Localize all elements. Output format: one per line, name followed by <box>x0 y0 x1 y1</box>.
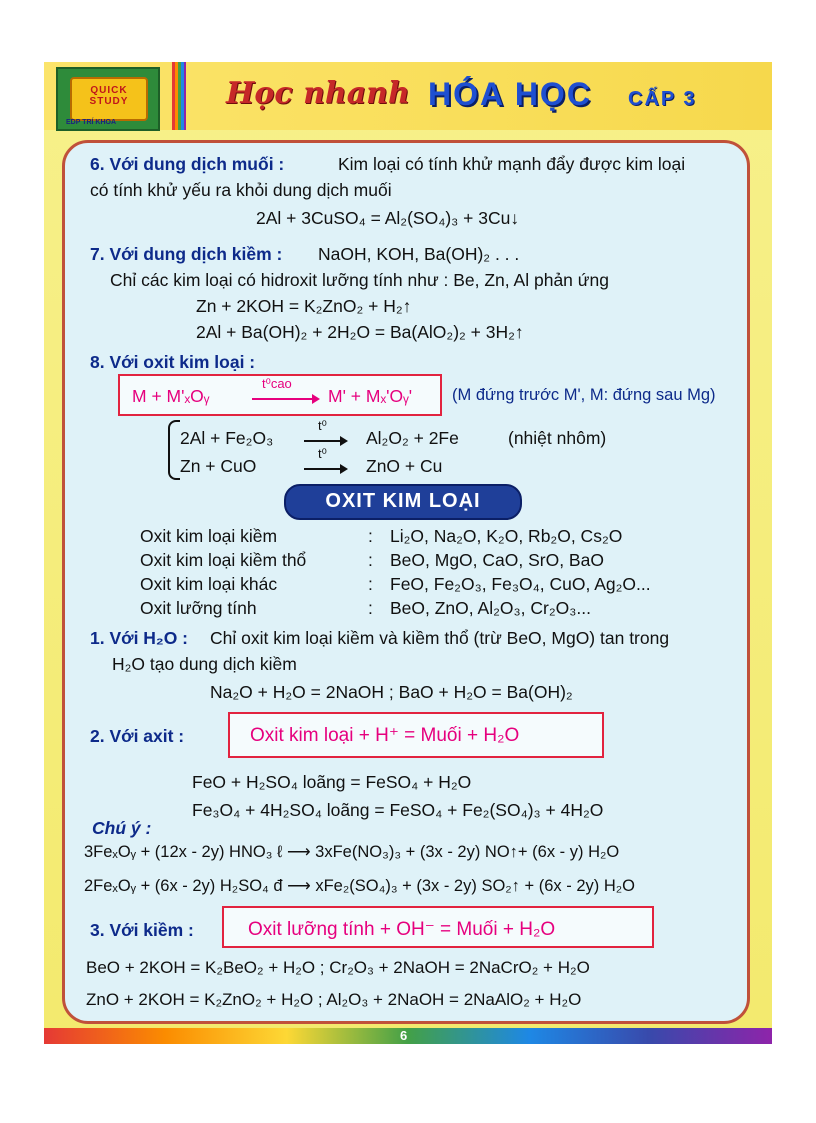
reaction-1-condition: t⁰ <box>318 418 327 433</box>
oxit-row-1-label: Oxit kim loại kiềm <box>140 526 278 546</box>
oxit-2-formula: Oxit kim loại + H⁺ = Muối + H₂O <box>250 725 520 746</box>
section-8-box-condition: t⁰cao <box>262 376 292 391</box>
oxit-row-3-label: Oxit kim loại khác <box>140 574 278 594</box>
oxit-row-4-value: BeO, ZnO, Al₂O₃, Cr₂O₃... <box>390 598 591 618</box>
oxit-row-2-label: Oxit kim loại kiềm thổ <box>140 550 307 570</box>
section-8-note: (M đứng trước M', M: đứng sau Mg) <box>452 386 716 404</box>
oxit-2-equation-2: Fe₃O₄ + 4H₂SO₄ loãng = FeSO₄ + Fe₂(SO₄)₃ + 4H₂O <box>192 800 604 820</box>
oxit-row-4-label: Oxit lưỡng tính <box>140 598 257 618</box>
oxit-row-4-sep: : <box>368 598 373 618</box>
oxit-1-heading: 1. Với H₂O : <box>90 628 189 648</box>
section-6-text-2: có tính khử yếu ra khỏi dung dịch muối <box>90 180 392 200</box>
section-6-text-1: Kim loại có tính khử mạnh đẩy được kim loại <box>338 154 686 174</box>
quick-study-logo <box>56 67 160 131</box>
logo-text-1: QUICK <box>90 85 128 96</box>
section-8-box-left: M + M'ₓOᵧ <box>132 386 210 406</box>
logo-text-2: STUDY <box>89 96 129 107</box>
oxit-kim-loai-banner: OXIT KIM LOẠI <box>284 484 522 520</box>
note-label: Chú ý : <box>92 818 152 838</box>
oxit-1-text-2: H₂O tạo dung dịch kiềm <box>112 654 297 674</box>
oxit-3-formula: Oxit lưỡng tính + OH⁻ = Muối + H₂O <box>248 919 556 940</box>
reaction-1-left: 2Al + Fe₂O₃ <box>180 428 274 448</box>
section-7-bases: NaOH, KOH, Ba(OH)₂ . . . <box>318 244 520 264</box>
header-title-main: HÓA HỌC <box>428 76 592 112</box>
reaction-1-arrow <box>304 440 346 442</box>
reaction-brace <box>168 420 180 480</box>
oxit-row-1-sep: : <box>368 526 373 546</box>
oxit-2-equation-1: FeO + H₂SO₄ loãng = FeSO₄ + H₂O <box>192 772 472 792</box>
reaction-2-arrow <box>304 468 346 470</box>
reaction-1-note: (nhiệt nhôm) <box>508 428 607 448</box>
section-8-heading: 8. Với oxit kim loại : <box>90 352 256 372</box>
logo-badge <box>70 77 148 121</box>
reaction-2-right: ZnO + Cu <box>366 456 443 476</box>
section-7-text: Chỉ các kim loại có hidroxit lưỡng tính như : Be, Zn, Al phản ứng <box>110 270 609 290</box>
header-title-italic: Học nhanh <box>226 76 410 111</box>
oxit-row-1-value: Li₂O, Na₂O, K₂O, Rb₂O, Cs₂O <box>390 526 623 546</box>
oxit-row-3-value: FeO, Fe₂O₃, Fe₃O₄, CuO, Ag₂O... <box>390 574 651 594</box>
page-header <box>44 62 772 130</box>
oxit-3-heading: 3. Với kiềm : <box>90 920 194 940</box>
oxit-3-equation-2: ZnO + 2KOH = K₂ZnO₂ + H₂O ; Al₂O₃ + 2NaOH = 2NaAlO₂ + H₂O <box>86 990 582 1009</box>
section-6-equation: 2Al + 3CuSO₄ = Al₂(SO₄)₃ + 3Cu↓ <box>256 208 520 228</box>
oxit-2-equation-4: 2FeₓOᵧ + (6x - 2y) H₂SO₄ đ ⟶ xFe₂(SO₄)₃ + (3x - 2y) SO₂↑ + (6x - 2y) H₂O <box>84 877 635 895</box>
oxit-1-equation: Na₂O + H₂O = 2NaOH ; BaO + H₂O = Ba(OH)₂ <box>210 682 573 702</box>
section-8-box-right: M' + Mₓ'Oᵧ' <box>328 386 413 406</box>
section-8-box-arrow <box>252 398 318 400</box>
footer-bar <box>44 1028 772 1044</box>
section-7-heading: 7. Với dung dịch kiềm : <box>90 244 283 264</box>
reaction-1-right: Al₂O₂ + 2Fe <box>366 428 459 448</box>
header-title-level: CẤP 3 <box>628 88 697 110</box>
oxit-row-2-value: BeO, MgO, CaO, SrO, BaO <box>390 550 604 570</box>
oxit-1-text-1: Chỉ oxit kim loại kiềm và kiềm thổ (trừ BeO, MgO) tan trong <box>210 628 670 648</box>
reaction-2-condition: t⁰ <box>318 446 327 461</box>
section-7-equation-2: 2Al + Ba(OH)₂ + 2H₂O = Ba(AlO₂)₂ + 3H₂↑ <box>196 322 524 342</box>
section-6-heading: 6. Với dung dịch muối : <box>90 154 285 174</box>
oxit-row-2-sep: : <box>368 550 373 570</box>
header-stripes <box>172 62 186 130</box>
oxit-2-equation-3: 3FeₓOᵧ + (12x - 2y) HNO₃ ℓ ⟶ 3xFe(NO₃)₃ + (3x - 2y) NO↑+ (6x - y) H₂O <box>84 843 620 861</box>
oxit-3-equation-1: BeO + 2KOH = K₂BeO₂ + H₂O ; Cr₂O₃ + 2NaOH = 2NaCrO₂ + H₂O <box>86 958 590 977</box>
section-7-equation-1: Zn + 2KOH = K₂ZnO₂ + H₂↑ <box>196 296 412 316</box>
reaction-2-left: Zn + CuO <box>180 456 257 476</box>
oxit-row-3-sep: : <box>368 574 373 594</box>
page-number: 6 <box>400 1028 408 1043</box>
oxit-2-heading: 2. Với axit : <box>90 726 185 746</box>
logo-publisher: EDP TRÍ KHOA <box>66 119 117 126</box>
